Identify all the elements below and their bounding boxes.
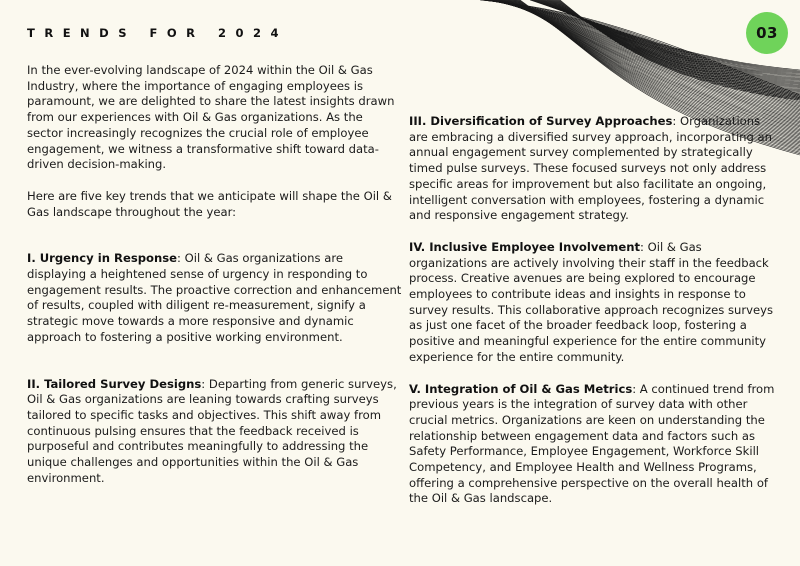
trend-3-title: III. Diversification of Survey Approaches xyxy=(409,114,673,128)
trend-5-body: : A continued trend from previous years is the integration of survey data with other crucial metrics. Organizations are keen on understanding the relationship between engagement data and factors such as Safety Performance, Employee Engagement, Workforce Skill Competency, and Employee Health and Wellness Programs, offering a comprehensive perspective on the overall health of the Oil & Gas landscape. xyxy=(409,381,775,506)
trend-3 xyxy=(409,114,781,224)
trend-1 xyxy=(27,251,402,345)
trend-4-body: : Oil & Gas organizations are actively involving their staff in the feedback process. Creative avenues are being explored to encourage employees to contribute ideas and insights in response to survey results. This collaborative approach recognizes surveys as just one facet of the broader feedback loop, fostering a positive and meaningful experience for the entire community experience for the entire community. xyxy=(409,239,774,364)
intro-paragraph: In the ever-evolving landscape of 2024 within the Oil & Gas Industry, where the importance of engaging employees is paramount, we are delighted to share the latest insights drawn from our experiences with Oil & Gas organizations. As the sector increasingly recognizes the crucial role of employee engagement, we witness a transformative shift toward data-driven decision-making. xyxy=(27,63,395,172)
left-column xyxy=(27,63,402,486)
page-heading: TRENDS FOR 2024 xyxy=(27,26,289,40)
trend-4 xyxy=(409,240,781,366)
page-number-badge xyxy=(746,12,788,54)
trend-1-body: : Oil & Gas organizations are displaying a heightened sense of urgency in responding to engagement results. The proactive correction and enhancement of results, coupled with diligent re-measurement, signify a strategic move towards a more responsive and dynamic approach to fostering a positive working environment. xyxy=(27,251,402,344)
trend-5 xyxy=(409,382,781,508)
trend-2 xyxy=(27,377,402,487)
trend-1-title: I. Urgency in Response xyxy=(27,251,178,266)
page-number: 03 xyxy=(756,24,778,42)
right-column xyxy=(409,114,781,507)
lead-paragraph: Here are five key trends that we anticipate will shape the Oil & Gas landscape throughout the year: xyxy=(27,188,392,219)
trend-5-title: V. Integration of Oil & Gas Metrics xyxy=(409,381,633,396)
trend-2-body: : Departing from generic surveys, Oil & Gas organizations are leaning towards crafting surveys tailored to specific tasks and objectives. This shift away from continuous pulsing ensures that the feedback received is purposeful and contributes meaningfully to addressing the unique challenges and opportunities within the Oil & Gas environment. xyxy=(27,376,397,485)
trend-2-title: II. Tailored Survey Designs xyxy=(27,376,202,391)
trend-3-body: : Organizations are embracing a diversified survey approach, incorporating an annual engagement survey complemented by strategically timed pulse surveys. These focused surveys not only address specific areas for improvement but also facilitate an ongoing, intelligent conversation with employees, fostering a dynamic and responsive engagement strategy. xyxy=(409,114,773,223)
trend-4-title: IV. Inclusive Employee Involvement xyxy=(409,239,641,254)
